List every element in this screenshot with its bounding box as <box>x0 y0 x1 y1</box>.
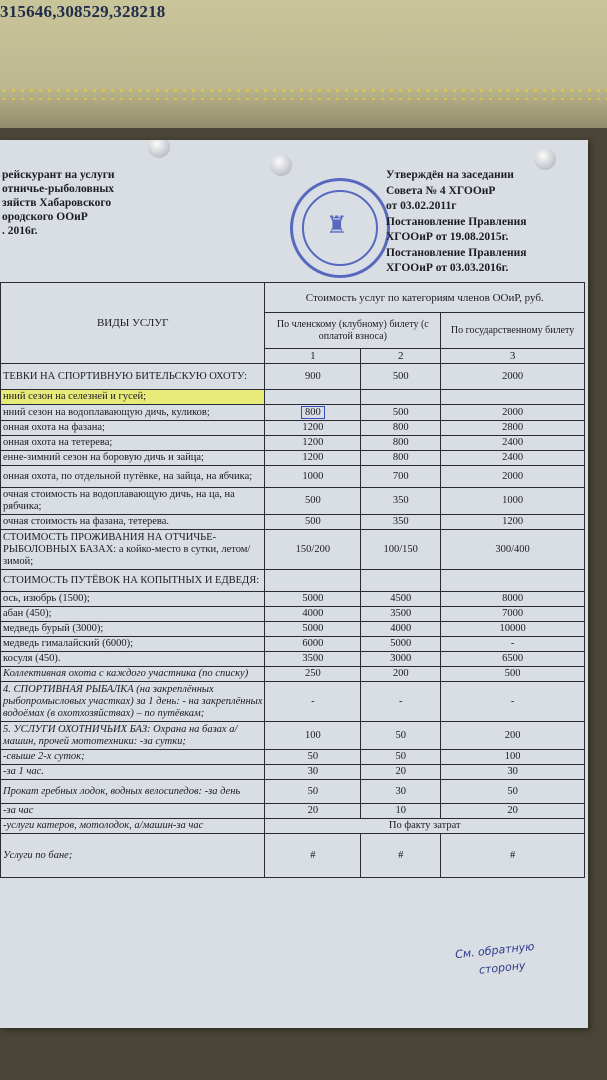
price-cell: 6500 <box>441 652 585 667</box>
service-label: очная стоимость на фазана, тетерева. <box>1 515 265 530</box>
price-cell <box>361 570 441 592</box>
price-cell: 800 <box>361 436 441 451</box>
table-row <box>1 390 585 405</box>
sub-header-state: По государственному билету <box>441 313 585 349</box>
pushpin-icon <box>148 140 170 158</box>
service-label: Услуги по бане; <box>1 834 265 878</box>
service-label: ось, изюбрь (1500); <box>1 592 265 607</box>
price-cell: - <box>265 682 361 722</box>
service-label: Прокат гребных лодок, водных велосипедов: -за день <box>1 780 265 804</box>
price-cell: 500 <box>361 405 441 421</box>
table-row <box>1 819 585 834</box>
price-cell: 2000 <box>441 466 585 488</box>
price-cell: 500 <box>265 515 361 530</box>
table-row <box>1 750 585 765</box>
price-cell: 2400 <box>441 436 585 451</box>
top-number: 315646,308529,328218 <box>0 2 166 21</box>
approval-line: Совета № 4 ХГООиР <box>386 184 496 197</box>
service-label: онная охота на фазана; <box>1 421 265 436</box>
price-cell: 2800 <box>441 421 585 436</box>
price-cell: 1000 <box>265 466 361 488</box>
table-row <box>1 466 585 488</box>
price-cell <box>441 570 585 592</box>
price-cell: 5000 <box>361 637 441 652</box>
service-label: ТЕВКИ НА СПОРТИВНУЮ БИТЕЛЬСКУЮ ОХОТУ: <box>1 364 265 390</box>
price-cell: 20 <box>441 804 585 819</box>
service-label: Коллективная охота с каждого участника (по списку) <box>1 667 265 682</box>
table-row <box>1 592 585 607</box>
table-row <box>1 667 585 682</box>
price-cell <box>441 390 585 405</box>
round-seal-stamp <box>290 178 390 278</box>
price-cell: 30 <box>361 780 441 804</box>
service-label: -за 1 час. <box>1 765 265 780</box>
table-row <box>1 515 585 530</box>
service-label: онная охота, по отдельной путёвке, на зайца, на ябчика; <box>1 466 265 488</box>
price-cell: 50 <box>361 722 441 750</box>
service-label: медведь гималайский (6000); <box>1 637 265 652</box>
approval-block <box>386 168 586 277</box>
service-label: енне-зимний сезон на боровую дичь и зайца; <box>1 451 265 466</box>
title-line: отничье-рыболовных <box>2 183 115 195</box>
price-cell: 7000 <box>441 607 585 622</box>
title-line: рейскурант на услуги <box>2 169 115 181</box>
price-cell: - <box>361 682 441 722</box>
price-cell: 900 <box>265 364 361 390</box>
price-cell: 500 <box>361 364 441 390</box>
table-row <box>1 451 585 466</box>
service-label: -свыше 2-х суток; <box>1 750 265 765</box>
price-cell: 3500 <box>361 607 441 622</box>
service-label: медведь бурый (3000); <box>1 622 265 637</box>
price-cell: 50 <box>361 750 441 765</box>
price-cell: 3500 <box>265 652 361 667</box>
price-cell: 50 <box>265 780 361 804</box>
price-cell: # <box>441 834 585 878</box>
table-row <box>1 804 585 819</box>
table-row <box>1 436 585 451</box>
price-cell: 5000 <box>265 592 361 607</box>
col-header-cost: Стоимость услуг по категориям членов ООиР, руб. <box>265 283 585 313</box>
price-cell: 300/400 <box>441 530 585 570</box>
pushpin-icon <box>270 154 292 176</box>
price-cell: 800 <box>361 421 441 436</box>
table-row <box>1 834 585 878</box>
price-cell: 800 <box>361 451 441 466</box>
table-row <box>1 682 585 722</box>
table-row <box>1 780 585 804</box>
price-cell: 100 <box>265 722 361 750</box>
service-label: нний сезон на водоплавающую дичь, куликов; <box>1 405 265 421</box>
price-cell: # <box>361 834 441 878</box>
price-cell: 100 <box>441 750 585 765</box>
price-list-sheet <box>0 140 588 1028</box>
approval-line: ХГООиР от 03.03.2016г. <box>386 262 509 274</box>
boxed-price: 800 <box>301 406 325 419</box>
col-header-services: ВИДЫ УСЛУГ <box>1 283 265 364</box>
price-cell: 4000 <box>361 622 441 637</box>
table-row <box>1 530 585 570</box>
service-label: СТОИМОСТЬ ПРОЖИВАНИЯ НА ОТЧИЧЬЕ-РЫБОЛОВНЫХ БАЗАХ: а койко-место в сутки, летом/зимой; <box>1 530 265 570</box>
approval-line: ХГООиР от 19.08.2015г. <box>386 231 509 243</box>
price-cell: 200 <box>441 722 585 750</box>
title-line: зяйств Хабаровского <box>2 197 112 209</box>
price-cell: 2400 <box>441 451 585 466</box>
price-cell: - <box>441 682 585 722</box>
price-cell: 5000 <box>265 622 361 637</box>
col-number: 1 <box>265 349 361 364</box>
approval-line: Постановление Правления <box>386 246 527 259</box>
price-cell: # <box>265 834 361 878</box>
price-cell: 1000 <box>441 488 585 515</box>
service-label: онная охота на тетерева; <box>1 436 265 451</box>
title-line: ородского ООиР <box>2 211 88 223</box>
table-row <box>1 637 585 652</box>
price-cell <box>361 390 441 405</box>
price-cell <box>265 405 361 421</box>
pushpin-icon <box>534 148 556 170</box>
price-cell: 3000 <box>361 652 441 667</box>
price-cell: 1200 <box>441 515 585 530</box>
document-title <box>2 168 262 238</box>
price-cell: 6000 <box>265 637 361 652</box>
price-cell: 30 <box>265 765 361 780</box>
table-row <box>1 405 585 421</box>
price-cell <box>265 390 361 405</box>
table-row <box>1 421 585 436</box>
price-cell: 500 <box>265 488 361 515</box>
table-row <box>1 607 585 622</box>
col-number: 3 <box>441 349 585 364</box>
dotted-border <box>0 86 607 100</box>
note-line: См. обратную <box>454 939 536 962</box>
price-cell: 500 <box>441 667 585 682</box>
price-cell: 10000 <box>441 622 585 637</box>
col-number: 2 <box>361 349 441 364</box>
price-cell: 20 <box>265 804 361 819</box>
table-row <box>1 765 585 780</box>
table-row <box>1 364 585 390</box>
price-cell: 700 <box>361 466 441 488</box>
price-cell: - <box>441 637 585 652</box>
service-label: 4. СПОРТИВНАЯ РЫБАЛКА (на закреплённых рыбопромысловых участках) за 1 день: - на закреплённых водоёмах (в охотхозяйствах) – по путёвкам; <box>1 682 265 722</box>
service-label: нний сезон на селезней и гусей; <box>1 390 265 405</box>
sub-header-member: По членскому (клубному) билету (с оплатой взноса) <box>265 313 441 349</box>
table-row <box>1 488 585 515</box>
price-table <box>0 282 585 878</box>
price-cell: 350 <box>361 515 441 530</box>
price-cell: 50 <box>265 750 361 765</box>
price-cell: 150/200 <box>265 530 361 570</box>
service-label: -услуги катеров, мотолодок, а/машин-за час <box>1 819 265 834</box>
note-line: сторону <box>478 958 527 977</box>
service-label: -за час <box>1 804 265 819</box>
approval-line: от 03.02.2011г <box>386 200 457 212</box>
price-cell: По факту затрат <box>265 819 585 834</box>
price-cell: 50 <box>441 780 585 804</box>
price-cell: 100/150 <box>361 530 441 570</box>
title-line: . 2016г. <box>2 225 38 237</box>
service-label: абан (450); <box>1 607 265 622</box>
table-row <box>1 622 585 637</box>
price-cell: 1200 <box>265 421 361 436</box>
service-label: СТОИМОСТЬ ПУТЁВОК НА КОПЫТНЫХ И ЕДВЕДЯ: <box>1 570 265 592</box>
service-label: 5. УСЛУГИ ОХОТНИЧЬИХ БАЗ: Охрана на базах а/машин, прочей мототехники: -за сутки; <box>1 722 265 750</box>
approval-line: Постановление Правления <box>386 215 527 228</box>
service-label: косуля (450). <box>1 652 265 667</box>
price-cell: 350 <box>361 488 441 515</box>
table-row <box>1 722 585 750</box>
price-cell: 1200 <box>265 436 361 451</box>
price-cell: 1200 <box>265 451 361 466</box>
price-cell: 200 <box>361 667 441 682</box>
approval-line: Утверждён на заседании <box>386 169 514 181</box>
service-label: очная стоимость на водоплавающую дичь, на ца, на рябчика; <box>1 488 265 515</box>
price-cell: 8000 <box>441 592 585 607</box>
price-cell: 2000 <box>441 405 585 421</box>
price-cell <box>265 570 361 592</box>
price-cell: 20 <box>361 765 441 780</box>
table-row <box>1 652 585 667</box>
price-cell: 4500 <box>361 592 441 607</box>
handwritten-note <box>454 938 537 982</box>
table-row <box>1 570 585 592</box>
seal-emblem-icon: ♜ <box>326 213 348 239</box>
price-cell: 30 <box>441 765 585 780</box>
price-cell: 4000 <box>265 607 361 622</box>
price-cell: 2000 <box>441 364 585 390</box>
price-cell: 250 <box>265 667 361 682</box>
price-cell: 10 <box>361 804 441 819</box>
